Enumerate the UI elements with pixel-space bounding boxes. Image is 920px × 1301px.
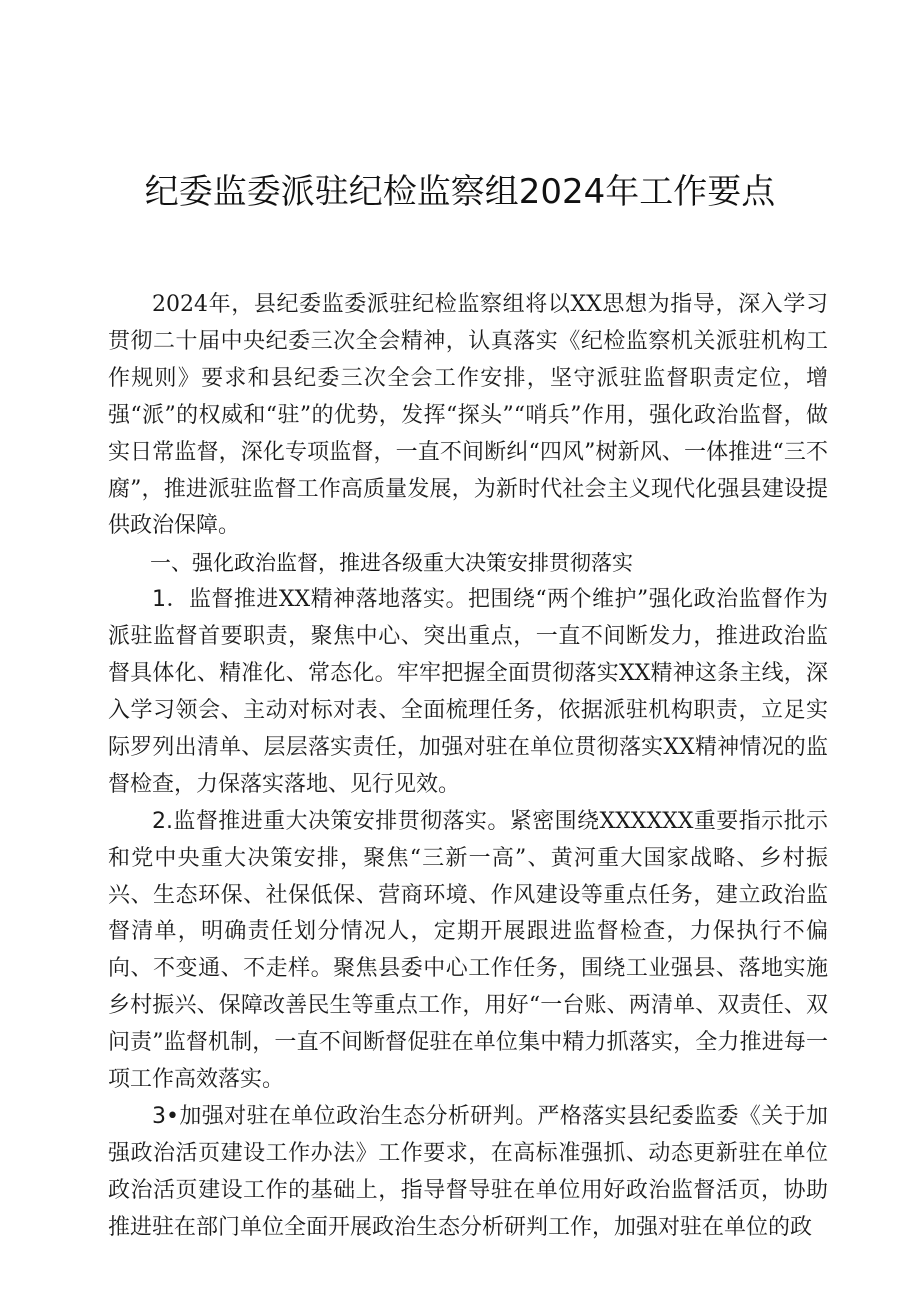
section-heading: 一、强化政治监督，推进各级重大决策安排贯彻落实 [150,551,633,576]
item-paragraph-1 [108,582,828,803]
item-text: 监督推进重大决策安排贯彻落实。紧密围绕XXXXXX重要指示批示和党中央重大决策安排，聚焦“三新一高”、黄河重大国家战略、乡村振兴、生态环保、社保低保、营商环境、作风建设等重点任务，建立政治监督清单，明确责任划分情况人，定期开展跟进监督检查，力保执行不偏向、不变通、不走样。聚焦县委中心工作任务，围绕工业强县、落地实施乡村振兴、保障改善民生等重点工作，用好“一台账、两清单、双责任、双问责”监督机制，一直不间断督促驻在单位集中精力抓落实，全力推进每一项工作高效落实。 [108,808,828,1093]
item-number: 1． [152,587,189,613]
document-body [108,287,828,1247]
item-text: 监督推进XX精神落地落实。把围绕“两个维护”强化政治监督作为派驻监督首要职责，聚焦中心、突出重点，一直不间断发力，推进政治监督具体化、精准化、常态化。牢牢把握全面贯彻落实XX精神这条主线，深入学习领会、主动对标对表、全面梳理任务，依据派驻机构职责，立足实际罗列出清单、层层落实责任，加强对驻在单位贯彻落实XX精神情况的监督检查，力保落实落地、见行见效。 [108,587,829,797]
item-number: 3• [152,1103,179,1129]
intro-paragraph: 2024年，县纪委监委派驻纪检监察组将以XX思想为指导，深入学习贯彻二十届中央纪委三次全会精神，认真落实《纪检监察机关派驻机构工作规则》要求和县纪委三次全会工作安排，坚守派驻监督职责定位，增强“派”的权威和“驻”的优势，发挥“探头”“哨兵”作用，强化政治监督，做实日常监督，深化专项监督，一直不间断纠“四风”树新风、一体推进“三不腐”，推进派驻监督工作高质量发展，为新时代社会主义现代化强县建设提供政治保障。 [108,292,828,539]
item-paragraph-2 [108,804,828,1099]
item-number: 2. [152,808,173,834]
item-paragraph-3 [108,1099,828,1247]
item-text: 加强对驻在单位政治生态分析研判。严格落实县纪委监委《关于加强政治活页建设工作办法》工作要求，在高标准强抓、动态更新驻在单位政治活页建设工作的基础上，指导督导驻在单位用好政治监督活页，协助推进驻在部门单位全面开展政治生态分析研判工作，加强对驻在单位的政 [108,1103,828,1240]
document-title: 纪委监委派驻纪检监察组2024年工作要点 [144,172,776,212]
